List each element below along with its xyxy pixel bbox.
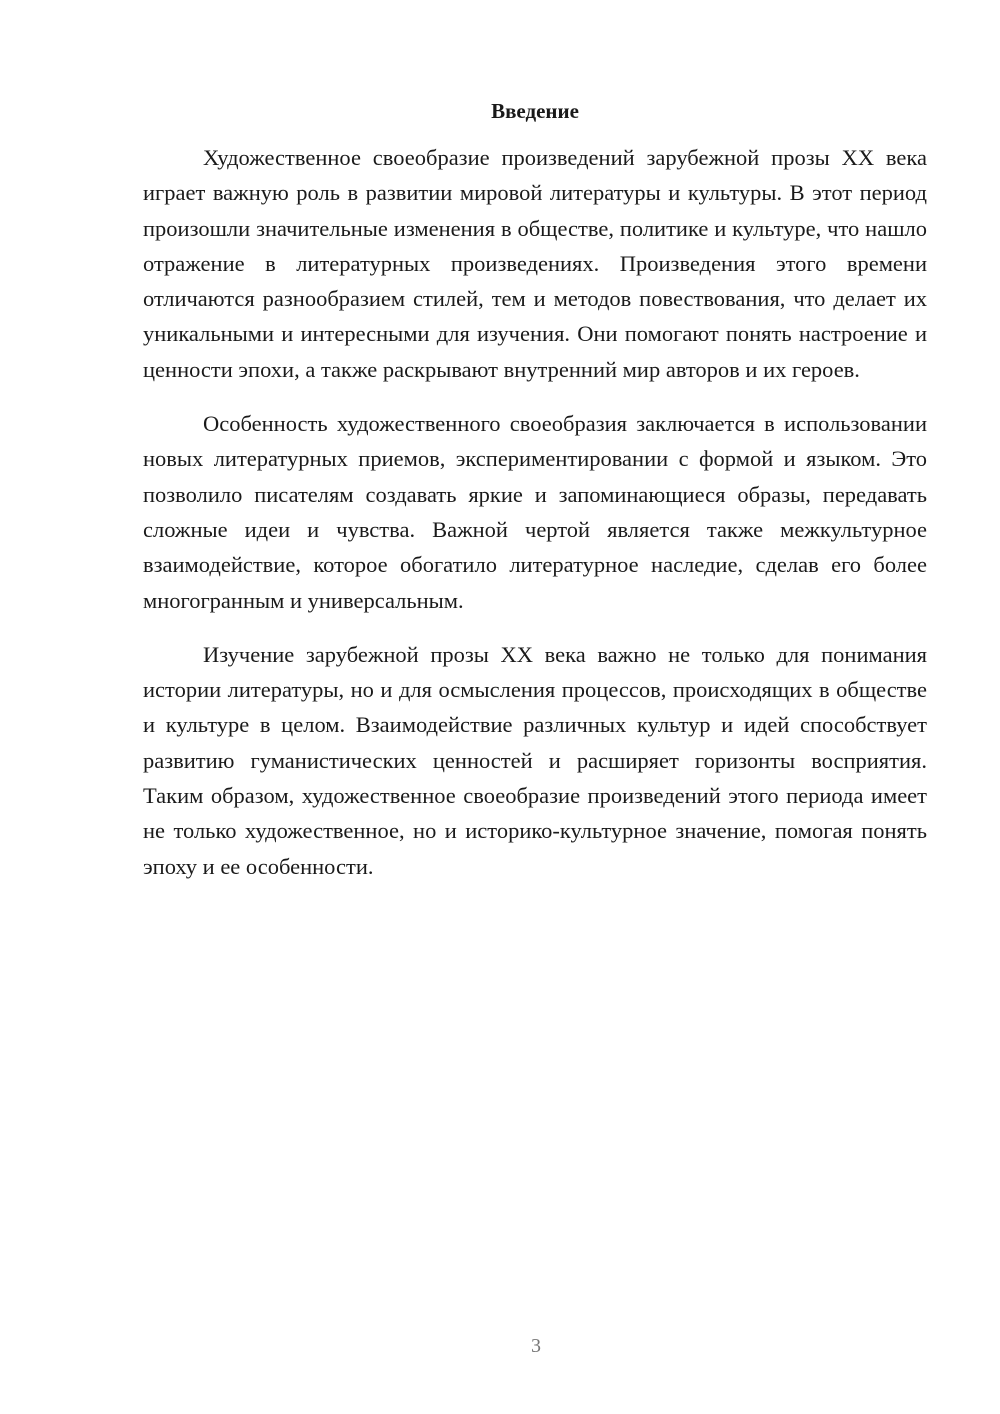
- page-content: [143, 96, 927, 884]
- paragraph-3: Изучение зарубежной прозы XX века важно не только для понимания истории литературы, но и для осмысления процессов, происходящих в обществе и культуре в целом. Взаимодействие различных культур и идей способствует развитию гуманистических ценностей и расширяет горизонты восприятия. Таким образом, художественное своеобразие произведений этого периода имеет не только художественное, но и историко-культурное значение, помогая понять эпоху и ее особенности.: [143, 641, 927, 879]
- page-number: 3: [531, 1335, 541, 1357]
- section-title: Введение: [491, 99, 579, 123]
- paragraph-1: Художественное своеобразие произведений зарубежной прозы XX века играет важную роль в развитии мировой литературы и культуры. В этот период произошли значительные изменения в обществе, политике и культуре, что нашло отражение в литературных произведениях. Произведения этого времени отличаются разнообразием стилей, тем и методов повествования, что делает их уникальными и интересными для изучения. Они помогают понять настроение и ценности эпохи, а также раскрывают внутренний мир авторов и их героев.: [143, 145, 927, 382]
- paragraph-2: Особенность художественного своеобразия заключается в использовании новых литературных приемов, экспериментировании с формой и языком. Это позволило писателям создавать яркие и запоминающиеся образы, передавать сложные идеи и чувства. Важной чертой является также межкультурное взаимодействие, которое обогатило литературное наследие, сделав его более многогранным и универсальным.: [143, 411, 927, 613]
